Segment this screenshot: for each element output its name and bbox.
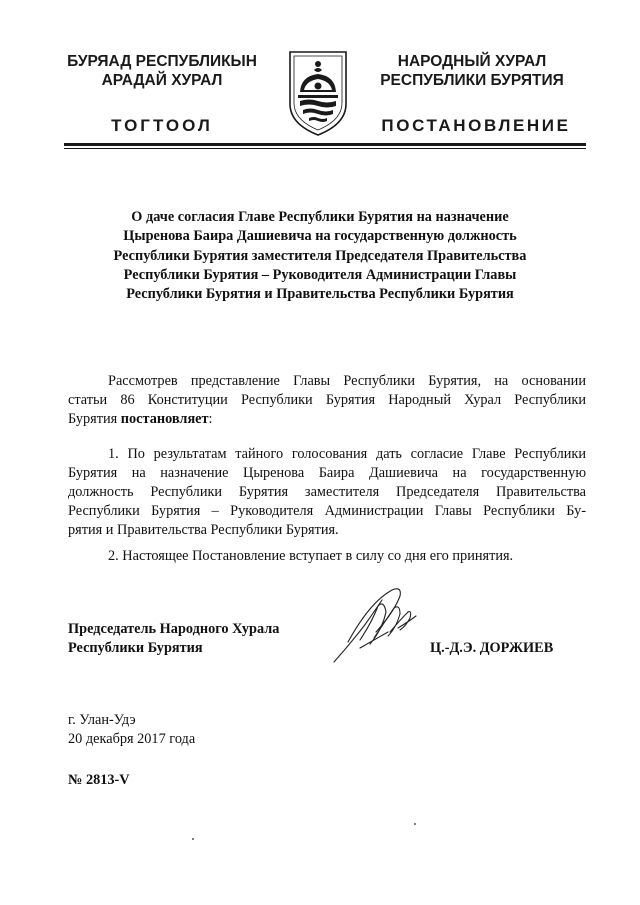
scan-speck [192, 838, 194, 840]
document-number: № 2813-V [68, 772, 130, 788]
coat-of-arms-emblem-icon [287, 48, 349, 138]
clause-1-line-2: Бурятия на назначение Цыренова Баира Дашиевича на государственную [68, 465, 586, 481]
preamble-paragraph [68, 372, 586, 429]
place: г. Улан-Удэ [68, 712, 136, 728]
left-org-line-1: БУРЯАД РЕСПУБЛИКЫН [67, 53, 257, 70]
signatory-position-line-1: Председатель Народного Хурала [68, 621, 280, 637]
left-doc-type: ТОГТООЛ [111, 116, 213, 135]
header-divider-thick [64, 143, 586, 146]
clause-2 [68, 547, 586, 566]
right-org-line-1: НАРОДНЫЙ ХУРАЛ [397, 53, 547, 70]
left-org-line-2: АРАДАЙ ХУРАЛ [101, 72, 223, 89]
preamble-line-2: статьи 86 Конституции Республики Бурятия Народный Хурал Республики [68, 392, 586, 408]
title-line-1: О даче согласия Главе Республики Бурятия на назначение [131, 209, 509, 225]
clause-1-line-3: должность Республики Бурятия заместителя Председателя Правительства [68, 484, 586, 500]
right-org-name [366, 52, 578, 90]
right-org-line-2: РЕСПУБЛИКИ БУРЯТИЯ [380, 72, 564, 89]
clause-1-line-5: рятия и Правительства Республики Бурятия. [68, 522, 339, 538]
preamble-line-3-start: Бурятия [68, 411, 121, 427]
title-line-3: Республики Бурятия заместителя Председателя Правительства [113, 247, 527, 264]
resolution-keyword: постановляет [120, 411, 209, 427]
preamble-line-3 [68, 410, 586, 429]
header-divider-thin [64, 148, 586, 149]
handwritten-signature [330, 582, 430, 668]
preamble-line-3-end: : [208, 411, 213, 427]
clause-1-line-4: Республики Бурятия – Руководителя Администрации Главы Республики Бу- [68, 503, 586, 519]
title-line-2: Цыренова Баира Дашиевича на государственную должность [123, 228, 517, 245]
place-and-date [68, 711, 195, 749]
scan-speck [414, 823, 416, 825]
left-org-name [56, 52, 268, 90]
signatory-position-line-2: Республики Бурятия [68, 640, 203, 656]
clause-2-line-1: 2. Настоящее Постановление вступает в силу со дня его принятия. [108, 548, 514, 564]
clause-1 [68, 445, 586, 540]
right-doc-type: ПОСТАНОВЛЕНИЕ [381, 116, 571, 135]
date: 20 декабря 2017 года [68, 731, 196, 747]
signatory-position [68, 620, 279, 658]
document-title [90, 208, 550, 304]
title-line-4: Республики Бурятия – Руководителя Администрации Главы [123, 266, 517, 283]
preamble-line-1: Рассмотрев представление Главы Республики Бурятия, на основании [108, 373, 586, 389]
title-line-5: Республики Бурятия и Правительства Республики Бурятия [126, 286, 514, 303]
clause-1-line-1: 1. По результатам тайного голосования дать согласие Главе Республики [108, 446, 586, 462]
signatory-name: Ц.-Д.Э. ДОРЖИЕВ [430, 640, 554, 656]
